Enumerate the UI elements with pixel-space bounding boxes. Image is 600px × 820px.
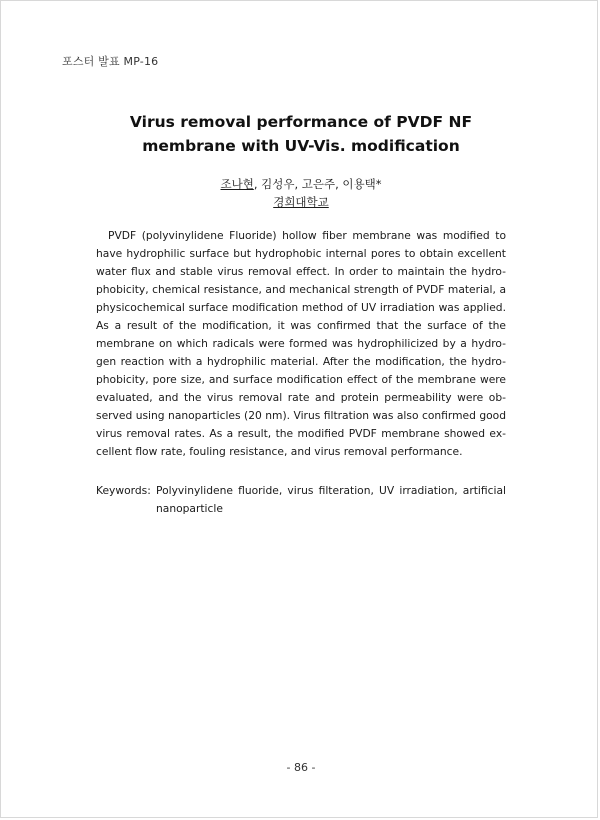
affiliation-name: 경희대학교: [273, 195, 329, 209]
coauthor-names: , 김성우, 고은주, 이용택*: [253, 177, 382, 191]
author-list: [101, 175, 501, 193]
keywords-label: Keywords:: [96, 484, 151, 497]
keywords: [96, 482, 506, 518]
paper-title: Virus removal performance of PVDF NF membrane with UV-Vis. modification: [129, 113, 473, 155]
abstract: PVDF (polyvinylidene Fluoride) hollow fiber membrane was modified to have hydrophilic surface but hydrophobic internal pores to obtain excellent water flux and stable virus removal effect. In order to maintain the hydro-phobicity, chemical resistance, and mechanical strength of PVDF material, a physicochemical surface modification method of UV irradiation was applied. As a result of the modification, it was confirmed that the surface of the membrane on which radicals were formed was hydrophilicized by a hydro-gen reaction with a hydrophilic material. After the modification, the hydro-phobicity, pore size, and surface modification effect of the membrane were evaluated, and the virus removal rate and protein permeability were ob-served using nanoparticles (20 nm). Virus filtration was also confirmed good virus removal rates. As a result, the modified PVDF membrane showed ex-cellent flow rate, fouling resistance, and virus removal performance.: [96, 229, 506, 458]
affiliation: [101, 193, 501, 211]
page-number: - 86 -: [286, 761, 316, 774]
keywords-text: Polyvinylidene fluoride, virus filteration, UV irradiation, artificial nanoparticle: [156, 484, 506, 515]
session-label: 포스터 발표 MP-16: [62, 55, 159, 68]
presenter-name: 조나현: [220, 177, 254, 191]
